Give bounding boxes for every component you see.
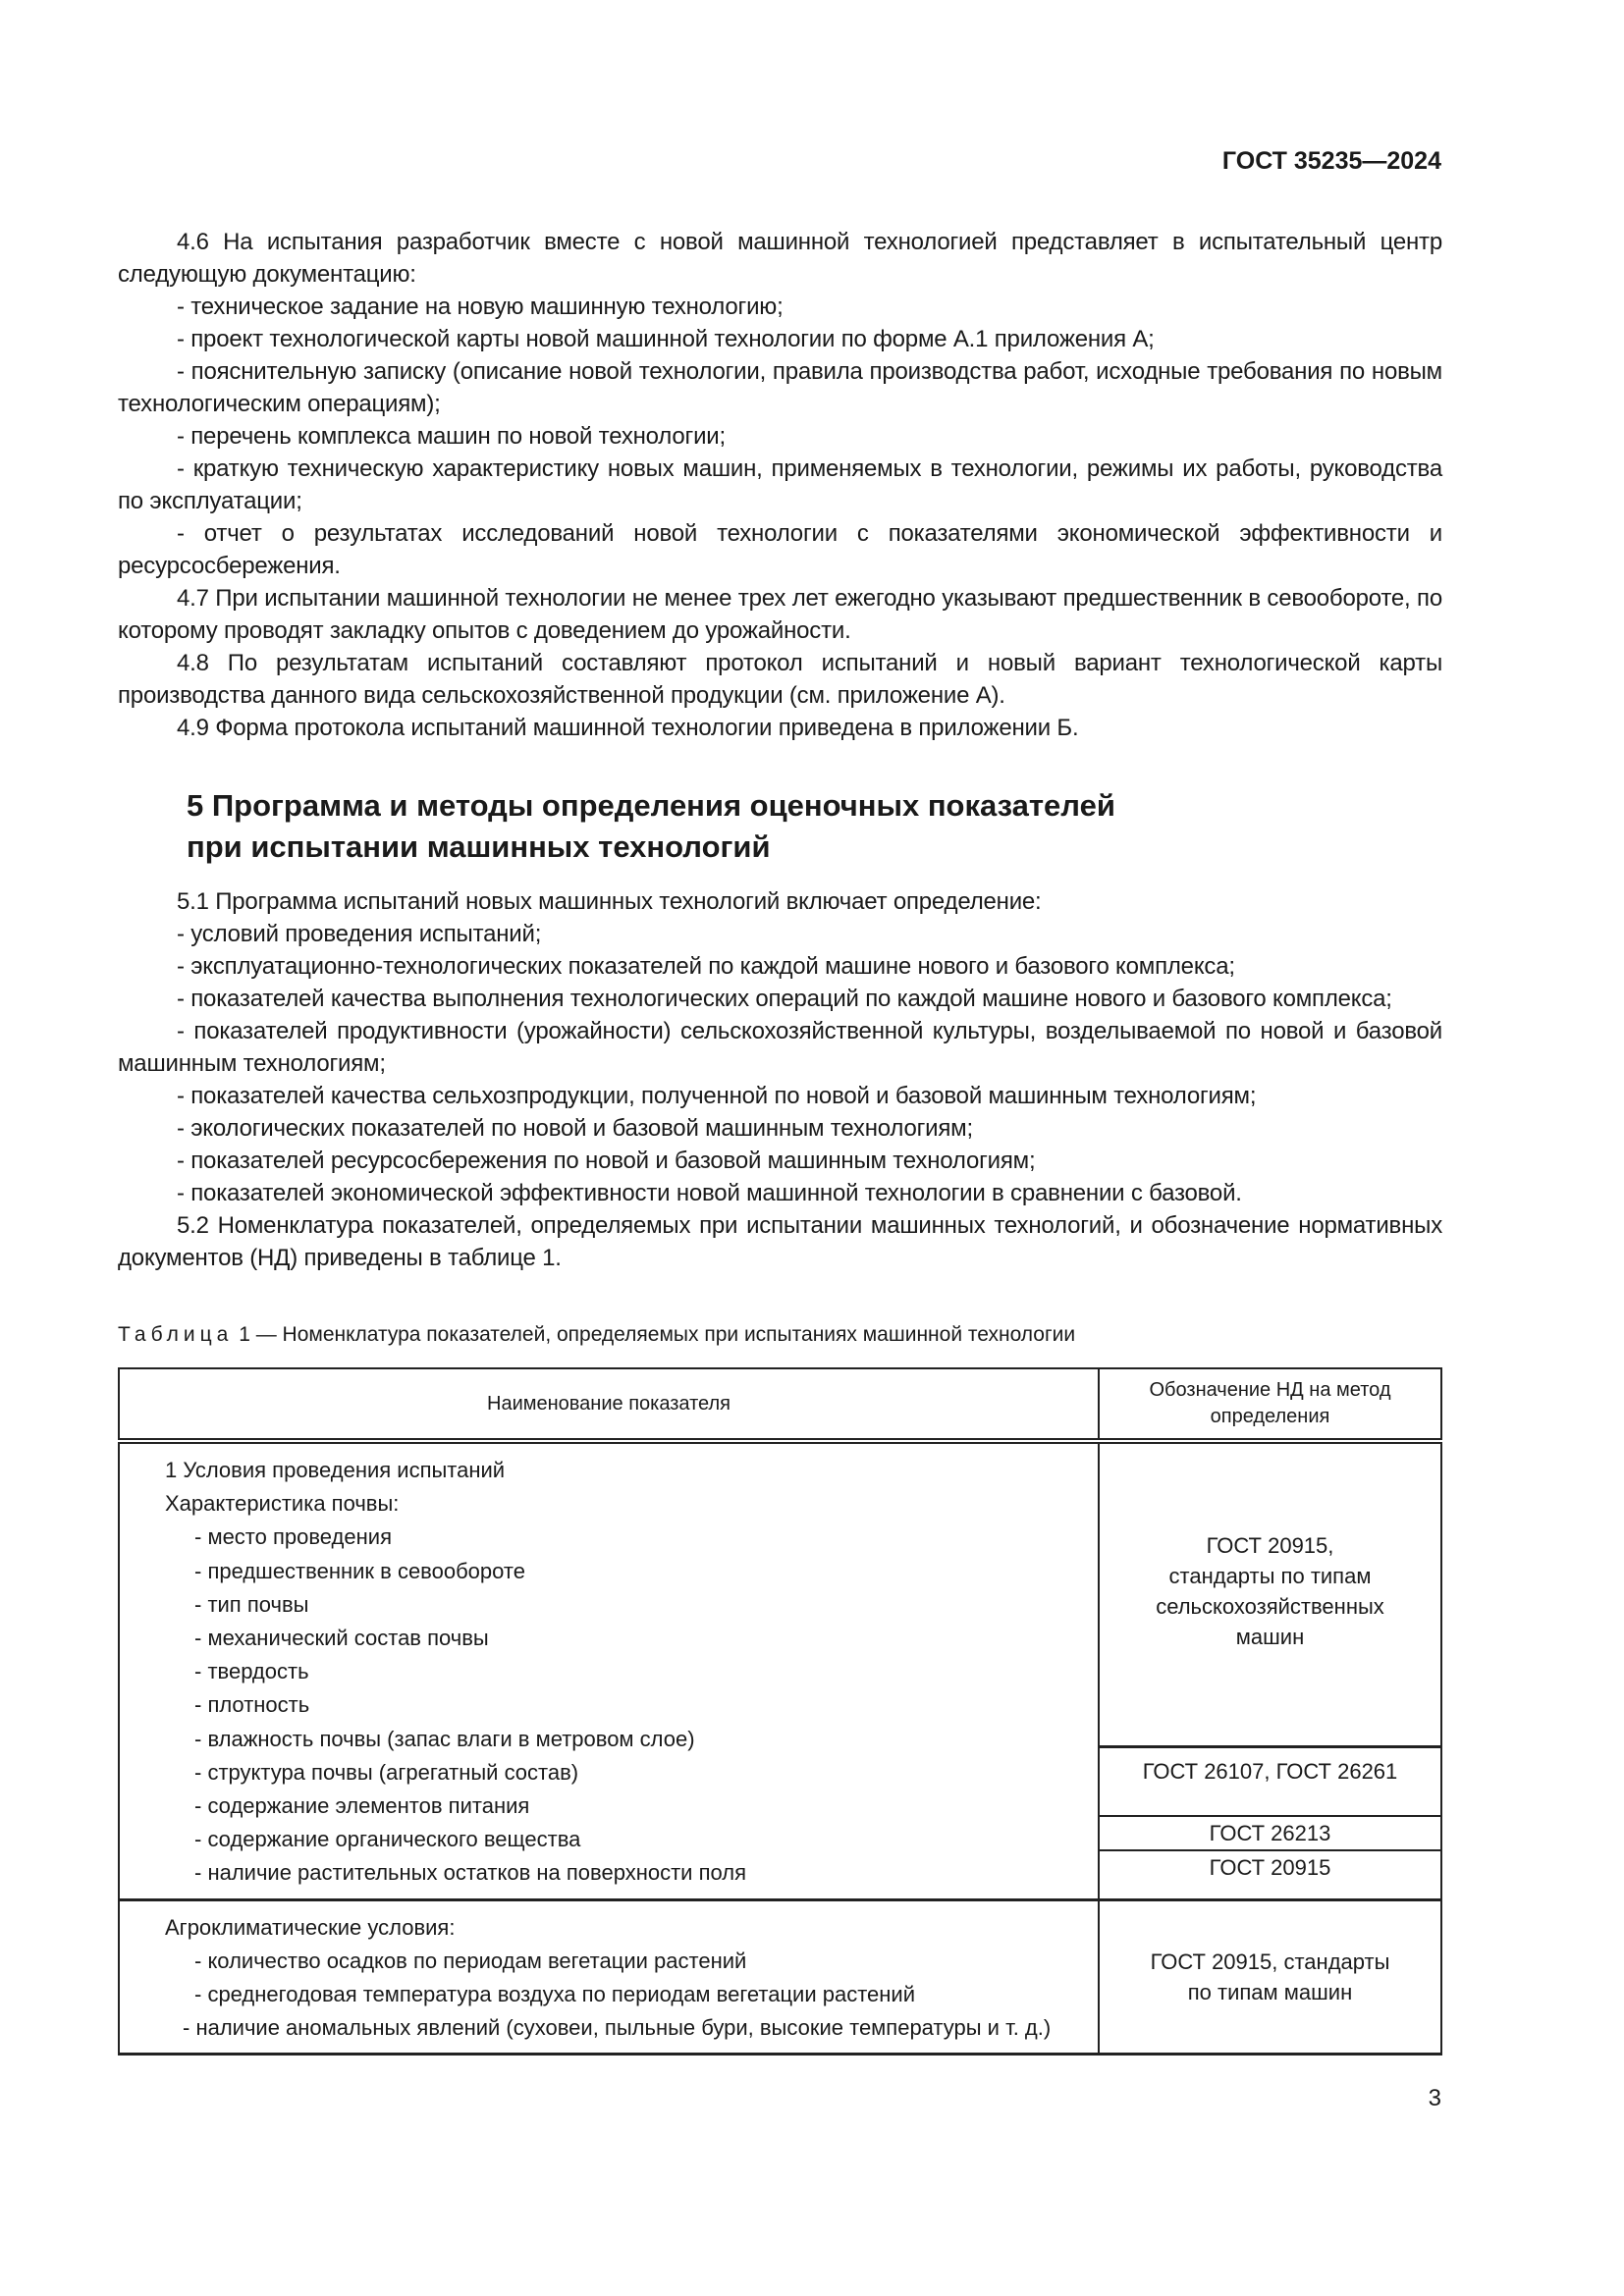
paragraph: - эксплуатационно-технологических показателей по каждой машине нового и базового комплекса; bbox=[177, 953, 1235, 980]
list-item: - влажность почвы (запас влаги в метровом слое) bbox=[194, 1726, 695, 1751]
nd-subcell: ГОСТ 26107, ГОСТ 26261 bbox=[1100, 1750, 1440, 1817]
paragraph: 5.1 Программа испытаний новых машинных технологий включает определение: bbox=[177, 888, 1042, 915]
paragraph: - показателей качества сельхозпродукции, полученной по новой и базовой машинным технологиям; bbox=[177, 1083, 1257, 1109]
row-subtitle: Характеристика почвы: bbox=[165, 1491, 400, 1517]
list-item: - среднегодовая температура воздуха по периодам вегетации растений bbox=[194, 1982, 916, 2007]
list-item: - твердость bbox=[194, 1659, 309, 1684]
page-number: 3 bbox=[1428, 2085, 1441, 2111]
document-id-header: ГОСТ 35235—2024 bbox=[1221, 147, 1441, 175]
table-caption bbox=[118, 1323, 1075, 1347]
list-item: - плотность bbox=[194, 1692, 310, 1718]
list-item: - место проведения bbox=[194, 1524, 392, 1550]
indicators-table bbox=[118, 1367, 1442, 2056]
section-5-heading bbox=[187, 785, 1115, 868]
nd-line: машин bbox=[1235, 1625, 1305, 1649]
paragraph: - краткую техническую характеристику новых машин, применяемых в технологии, режимы их работы, руководства по эксплуатации; bbox=[118, 455, 1442, 514]
row-subtitle: Агроклиматические условия: bbox=[165, 1914, 456, 1940]
section-4-text bbox=[118, 226, 1442, 744]
heading-line: 5 Программа и методы определения оценочных показателей bbox=[187, 788, 1115, 823]
column-header: Наименование показателя bbox=[119, 1368, 1099, 1441]
list-item: - содержание органического вещества bbox=[194, 1827, 581, 1852]
paragraph: - пояснительную записку (описание новой технологии, правила производства работ, исходные требования по новым технологическим операциям); bbox=[118, 358, 1442, 417]
paragraph: 4.7 При испытании машинной технологии не менее трех лет ежегодно указывают предшественник в севообороте, по которому проводят закладку опытов с доведением до урожайности. bbox=[118, 585, 1442, 644]
table-header-row bbox=[119, 1368, 1441, 1441]
paragraph: - показателей экономической эффективности новой машинной технологии в сравнении с базовой. bbox=[177, 1180, 1242, 1206]
list-item: - предшественник в севообороте bbox=[194, 1558, 525, 1583]
nd-line: ГОСТ 20915, bbox=[1206, 1533, 1334, 1558]
nd-line: ГОСТ 20915, стандарты bbox=[1150, 1949, 1390, 1975]
indicator-cell bbox=[119, 1899, 1099, 2055]
nd-subcell bbox=[1100, 1444, 1440, 1748]
caption-label: Таблица bbox=[118, 1323, 234, 1346]
list-item: - структура почвы (агрегатный состав) bbox=[194, 1759, 579, 1785]
indicator-cell bbox=[119, 1441, 1099, 1899]
nd-line: сельскохозяйственных bbox=[1156, 1594, 1384, 1619]
paragraph: - экологических показателей по новой и базовой машинным технологиям; bbox=[177, 1115, 973, 1142]
row-title: 1 Условия проведения испытаний bbox=[165, 1458, 506, 1482]
paragraph: - показателей ресурсосбережения по новой и базовой машинным технологиям; bbox=[177, 1148, 1036, 1174]
paragraph: - проект технологической карты новой машинной технологии по форме А.1 приложения А; bbox=[177, 326, 1155, 352]
paragraph: 5.2 Номенклатура показателей, определяемых при испытании машинных технологий, и обозначение нормативных документов (НД) приведены в таблице 1. bbox=[118, 1212, 1442, 1271]
paragraph: - перечень комплекса машин по новой технологии; bbox=[177, 423, 726, 450]
section-5-text bbox=[118, 885, 1442, 1274]
paragraph: 4.9 Форма протокола испытаний машинной технологии приведена в приложении Б. bbox=[177, 715, 1079, 741]
nd-cell bbox=[1099, 1899, 1441, 2055]
nd-subcell: ГОСТ 26213 bbox=[1100, 1818, 1440, 1851]
nd-line: стандарты по типам bbox=[1168, 1564, 1372, 1588]
paragraph: 4.8 По результатам испытаний составляют протокол испытаний и новый вариант технологической карты производства данного вида сельскохозяйственной продукции (см. приложение А). bbox=[118, 650, 1442, 709]
nd-line: по типам машин bbox=[1187, 1980, 1353, 2005]
list-item: - наличие аномальных явлений (суховеи, пыльные бури, высокие температуры и т. д.) bbox=[183, 2015, 1052, 2041]
heading-line: при испытании машинных технологий bbox=[187, 829, 771, 864]
paragraph: - показателей продуктивности (урожайности) сельскохозяйственной культуры, возделываемой по новой и базовой машинным технологиям; bbox=[118, 1018, 1442, 1077]
caption-text: 1 — Номенклатура показателей, определяемых при испытаниях машинной технологии bbox=[239, 1323, 1076, 1346]
list-item: - механический состав почвы bbox=[194, 1626, 489, 1651]
list-item: - наличие растительных остатков на поверхности поля bbox=[194, 1860, 746, 1886]
list-item: - содержание элементов питания bbox=[194, 1793, 530, 1819]
paragraph: - отчет о результатах исследований новой технологии с показателями экономической эффективности и ресурсосбережения. bbox=[118, 520, 1442, 579]
list-item: - тип почвы bbox=[194, 1591, 309, 1617]
nd-subcell: ГОСТ 20915 bbox=[1209, 1855, 1331, 1880]
paragraph: - показателей качества выполнения технологических операций по каждой машине нового и базового комплекса; bbox=[177, 986, 1392, 1012]
paragraph: - условий проведения испытаний; bbox=[177, 921, 542, 947]
list-item: - количество осадков по периодам вегетации растений bbox=[194, 1948, 747, 1973]
nd-cell bbox=[1099, 1441, 1441, 1899]
table-row bbox=[119, 1899, 1441, 2055]
column-header: Обозначение НД на метод определения bbox=[1099, 1368, 1441, 1441]
table-row bbox=[119, 1441, 1441, 1899]
paragraph: 4.6 На испытания разработчик вместе с новой машинной технологией представляет в испытательный центр следующую документацию: bbox=[118, 229, 1442, 288]
paragraph: - техническое задание на новую машинную технологию; bbox=[177, 294, 784, 320]
